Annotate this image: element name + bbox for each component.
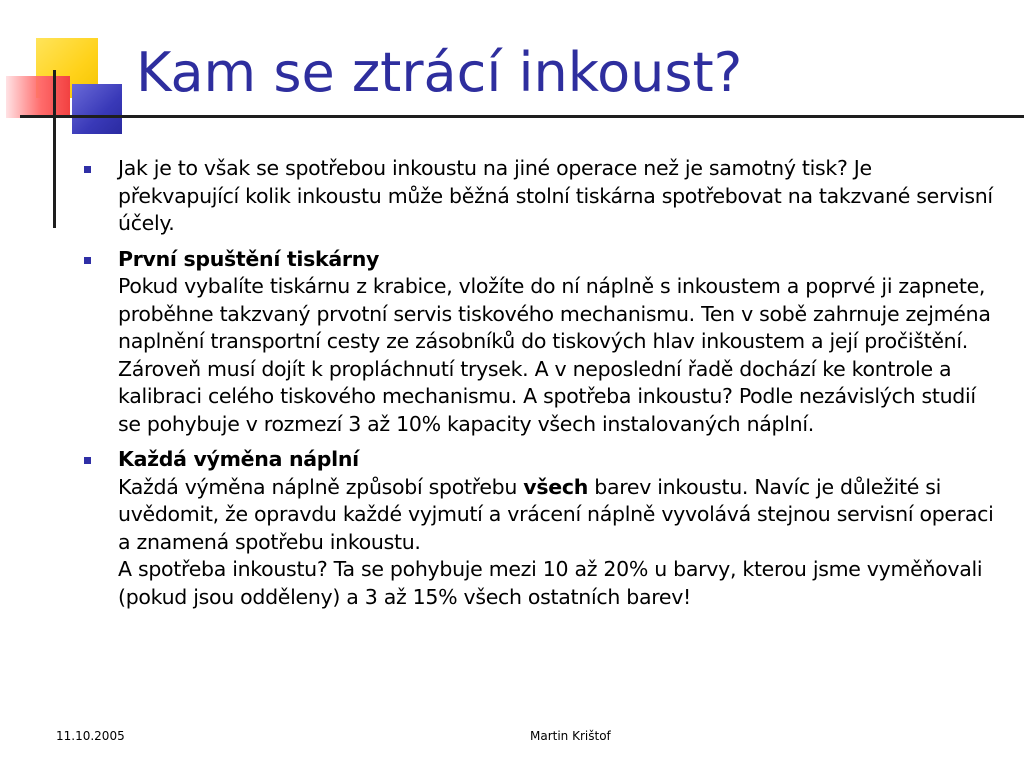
bullet-text: Jak je to však se spotřebou inkoustu na jiné operace než je samotný tisk? Je překvapující kolik inkoustu může běžná stolní tiskárna spotřebovat na takzvané servisní účely.	[118, 156, 993, 235]
bullet-text-part: barev inkoustu. Navíc je důležité si uvědomit, že opravdu každé vyjmutí a vrácení náplně vyvolává stejnou servisní operaci a znamená spotřebu inkoustu.	[118, 474, 994, 554]
footer-date: 11.10.2005	[56, 729, 125, 743]
decorative-vertical-line	[53, 70, 56, 228]
slide-title: Kam se ztrácí inkoust?	[136, 41, 743, 104]
bullet-text-part: Každá výměna náplně způsobí spotřebu	[118, 474, 524, 499]
bullet-marker	[84, 257, 91, 264]
bullet-text: Pokud vybalíte tiskárnu z krabice, vložíte do ní náplně s inkoustem a poprvé ji zapnete, proběhne takzvaný prvotní servis tiskového mechanismu. Ten v sobě zahrnuje zejména naplnění transportní cesty ze zásobníků do tiskových hlav inkoustem a její pročištění. Zároveň musí dojít k propláchnutí trysek. A v neposlední řadě dochází ke kontrole a kalibraci celého tiskového mechanismu. A spotřeba inkoustu? Podle nezávislých studií se pohybuje v rozmezí 3 až 10% kapacity všech instalovaných náplní.	[118, 274, 991, 436]
bullet-text	[118, 474, 996, 557]
bullet-item	[80, 246, 996, 439]
slide-content	[80, 155, 996, 619]
bullet-text-emphasis: všech	[523, 474, 589, 499]
title-underline	[20, 115, 1024, 118]
decorative-blue-square	[72, 84, 122, 134]
bullet-item	[80, 446, 996, 611]
bullet-item	[80, 155, 996, 238]
bullet-marker	[84, 166, 91, 173]
decorative-red-square	[6, 76, 70, 118]
bullet-heading: Každá výměna náplní	[118, 447, 359, 471]
bullet-text-second: A spotřeba inkoustu? Ta se pohybuje mezi 10 až 20% u barvy, kterou jsme vyměňovali (pokud jsou odděleny) a 3 až 15% všech ostatních barev!	[118, 557, 983, 609]
bullet-heading: První spuštění tiskárny	[118, 246, 380, 271]
bullet-marker	[84, 457, 91, 464]
footer-author: Martin Krištof	[530, 729, 611, 743]
